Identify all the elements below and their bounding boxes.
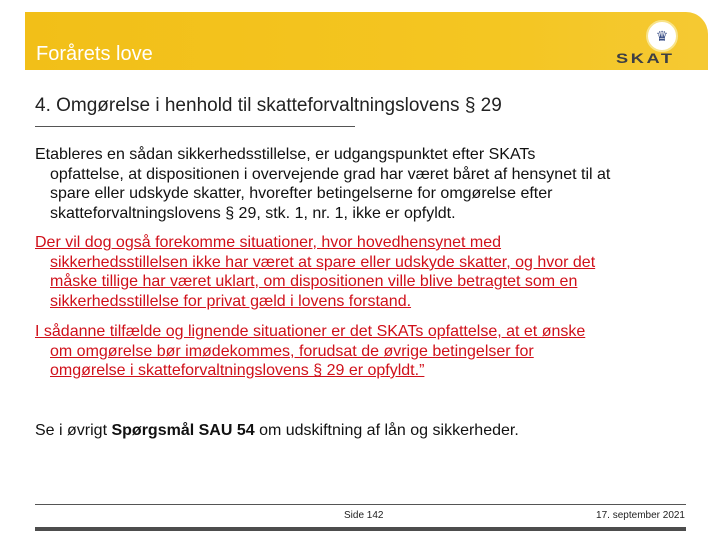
page-number: Side 142 — [344, 510, 384, 521]
see-also-paragraph — [35, 421, 519, 441]
text-line: opfattelse, at dispositionen i overvejende grad har været båret af hensynet til at — [50, 165, 611, 183]
text-line: sikkerhedsstillelse for privat gæld i lovens forstand. — [50, 292, 412, 310]
logo-text: SKAT — [616, 50, 675, 66]
footer-date: 17. september 2021 — [596, 510, 685, 521]
footer-divider — [35, 504, 686, 505]
text-line: spare eller udskyde skatter, hvorefter betingelserne for omgørelse efter — [50, 185, 553, 202]
skat-logo — [616, 20, 686, 66]
header-band — [25, 12, 708, 70]
text-line: omgørelse i skatteforvaltningslovens § 29 er opfyldt.” — [50, 362, 425, 379]
text-line: sikkerhedsstillelsen ikke har været at spare eller udskyde skatter, og hvor det — [50, 253, 596, 271]
text-line: måske tillige har været uklart, om dispositionen ville blive betragtet som en — [50, 273, 578, 290]
paragraph-3-quote — [35, 322, 585, 381]
text-line: om omgørelse bør imødekommes, forudsat de øvrige betingelser for — [50, 342, 534, 360]
paragraph-2-quote — [35, 233, 595, 311]
footer-bar — [35, 527, 686, 531]
see-also-prefix: Se i øvrigt — [35, 422, 112, 439]
slide-heading: 4. Omgørelse i henhold til skatteforvaltningslovens § 29 — [35, 95, 502, 116]
heading-divider — [35, 126, 355, 127]
text-line: I sådanne tilfælde og lignende situationer er det SKATs opfattelse, at et ønske — [35, 323, 586, 340]
text-line: Etableres en sådan sikkerhedsstillelse, er udgangspunktet efter SKATs — [35, 146, 536, 163]
paragraph-1 — [35, 145, 610, 223]
see-also-reference: Spørgsmål SAU 54 — [111, 422, 255, 439]
text-line: Der vil dog også forekomme situationer, hvor hovedhensynet med — [35, 234, 502, 251]
text-line: skatteforvaltningslovens § 29, stk. 1, nr. 1, ikke er opfyldt. — [50, 204, 456, 222]
see-also-suffix: om udskiftning af lån og sikkerheder. — [254, 422, 519, 439]
crown-icon: ♛ — [646, 20, 678, 52]
presentation-title: Forårets love — [36, 43, 153, 65]
